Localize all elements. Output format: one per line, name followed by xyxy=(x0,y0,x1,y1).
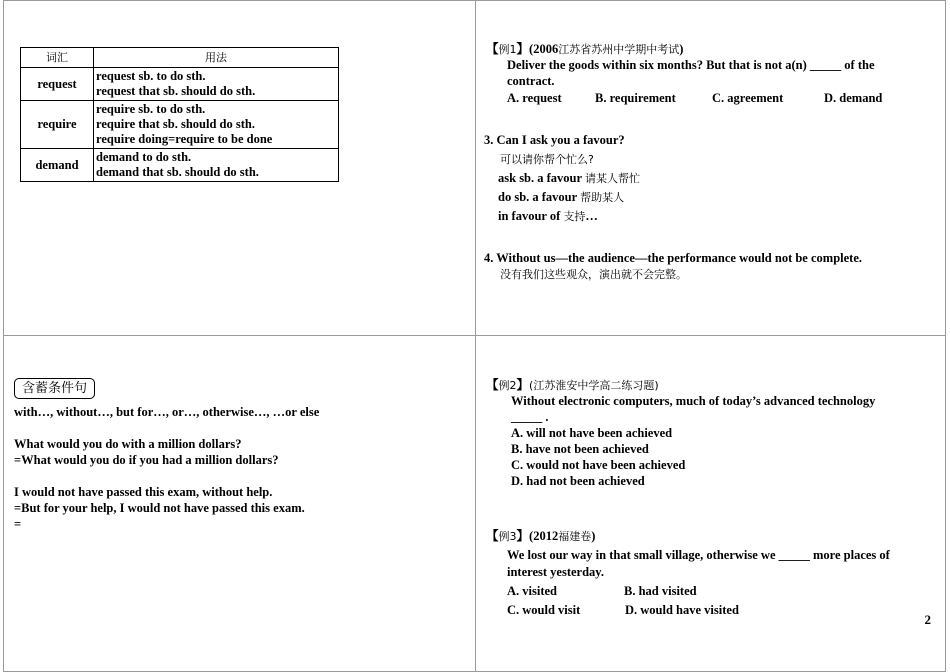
word-cell: request xyxy=(21,68,94,101)
option-d: D. would have visited xyxy=(625,603,739,617)
example-sentence: What would you do with a million dollars? xyxy=(14,437,242,451)
example-sentence: =What would you do if you had a million dollars? xyxy=(14,453,279,467)
slide-vocab-table xyxy=(3,0,476,336)
usage-line: request that sb. should do sth. xyxy=(96,84,256,98)
option-a: A. visited xyxy=(507,584,557,598)
item-4-translation: 没有我们这些观众，演出就不会完整。 xyxy=(500,268,687,281)
vocab-table xyxy=(20,47,339,182)
table-header-row xyxy=(21,48,339,68)
example-sentence: =But for your help, I would not have passed this exam. xyxy=(14,501,305,515)
example-3-stem: We lost our way in that small village, otherwise we _____ more places of xyxy=(507,548,890,562)
usage-line: demand that sb. should do sth. xyxy=(96,165,259,179)
item-4-title: 4. Without us—the audience—the performance would not be complete. xyxy=(484,251,862,265)
slide-examples-2-3 xyxy=(475,335,946,672)
option-c: C. would not have been achieved xyxy=(511,458,686,472)
option-a: A. will not have been achieved xyxy=(511,426,673,440)
phrase-line: in favour of 支持… xyxy=(498,209,598,223)
usage-line: request sb. to do sth. xyxy=(96,69,206,83)
usage-line: require sb. to do sth. xyxy=(96,102,206,116)
example-1-heading: 【例1】(2006江苏省苏州中学期中考试) xyxy=(486,42,684,56)
example-sentence: = xyxy=(14,517,22,531)
option-c: C. would visit xyxy=(507,603,581,617)
option-d: D. had not been achieved xyxy=(511,474,645,488)
page-number: 2 xyxy=(924,612,931,627)
section-title-box: 含蓄条件句 xyxy=(14,378,95,399)
example-1-stem: Deliver the goods within six months? But that is not a(n) _____ of the xyxy=(507,58,875,72)
example-sentence: I would not have passed this exam, without help. xyxy=(14,485,273,499)
table-row xyxy=(21,68,339,101)
slide-implicit-conditional xyxy=(3,335,476,672)
example-2-stem: Without electronic computers, much of today’s advanced technology xyxy=(511,394,876,408)
table-row xyxy=(21,101,339,149)
option-d: D. demand xyxy=(824,91,883,105)
example-3-stem-cont: interest yesterday. xyxy=(507,565,604,579)
option-b: B. requirement xyxy=(595,91,676,105)
header-word: 词汇 xyxy=(21,48,94,68)
example-2-stem-cont: _____ . xyxy=(511,410,549,424)
usage-cell xyxy=(94,149,339,182)
option-a: A. request xyxy=(507,91,562,105)
option-b: B. had visited xyxy=(624,584,697,598)
phrase-line: ask sb. a favour 请某人帮忙 xyxy=(498,171,640,185)
word-cell: require xyxy=(21,101,94,149)
item-3-title: 3. Can I ask you a favour? xyxy=(484,133,625,147)
usage-line: demand to do sth. xyxy=(96,150,192,164)
usage-line: require doing=require to be done xyxy=(96,132,273,146)
example-3-heading: 【例3】(2012福建卷) xyxy=(486,529,596,543)
example-1-stem-cont: contract. xyxy=(507,74,555,88)
item-3-translation: 可以请你帮个忙么? xyxy=(500,153,594,166)
word-cell: demand xyxy=(21,149,94,182)
phrase-line: do sb. a favour 帮助某人 xyxy=(498,190,625,204)
usage-cell xyxy=(94,101,339,149)
usage-cell xyxy=(94,68,339,101)
option-c: C. agreement xyxy=(712,91,784,105)
slide-example-1 xyxy=(475,0,946,336)
table-row xyxy=(21,149,339,182)
usage-line: require that sb. should do sth. xyxy=(96,117,255,131)
conditional-words: with…, without…, but for…, or…, otherwise…, …or else xyxy=(14,405,320,419)
example-2-heading: 【例2】(江苏淮安中学高二练习题) xyxy=(486,378,659,392)
option-b: B. have not been achieved xyxy=(511,442,649,456)
header-usage: 用法 xyxy=(94,48,339,68)
